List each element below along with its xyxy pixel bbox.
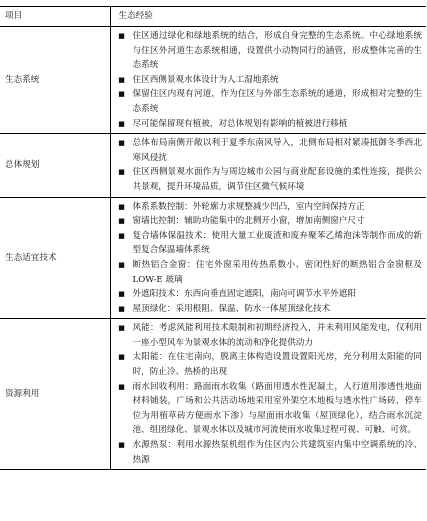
- square-bullet-icon: ■: [118, 304, 125, 313]
- list-item: [111, 214, 423, 229]
- item-text: 风能：考虑风能利用技术限制和初期经济投入，并未利用风能发电，仅利用一座小型风车为景观水体的流动和净化提供动力: [132, 323, 422, 348]
- square-bullet-icon: ■: [118, 353, 125, 362]
- list-item: [111, 136, 423, 165]
- item-text: 住区西侧景观水体设计为人工湿地系统: [132, 74, 279, 85]
- list-item: [111, 117, 423, 132]
- table-header-row: [0, 7, 426, 27]
- item-text: 外遮阳技术：东西向垂直固定遮阳，南向可调节水平外遮阳: [132, 289, 356, 300]
- item-text: 复合墙体保温技术：使用大量工业废渣和废弃聚苯乙烯泡沫等制作而成的新型复合保温墙体系统: [132, 230, 422, 256]
- square-bullet-icon: ■: [118, 217, 125, 226]
- item-text: 太阳能：在住宅南向，脱离主体构造设置设置阳光房，充分利用太阳能的同时，防止冷、热桥的出现: [132, 352, 422, 378]
- item-text: 总体布局南侧开敞以利于夏季东南风导入，北侧布局相对紧凑抵御冬季西北寒风侵扰: [132, 138, 422, 163]
- square-bullet-icon: ■: [118, 290, 125, 299]
- ecology-table: [0, 6, 426, 470]
- list-item: [111, 258, 423, 287]
- square-bullet-icon: ■: [118, 119, 125, 128]
- items-cell: [110, 134, 426, 197]
- square-bullet-icon: ■: [118, 441, 125, 450]
- item-text: 屋顶绿化：采用根阻、保温、防水一体屋顶绿化技术: [132, 303, 331, 314]
- square-bullet-icon: ■: [118, 382, 125, 391]
- list-item: [111, 350, 423, 379]
- item-text: 体系系数控制：外轮廓力求规整减少凹凸，室内空间保持方正: [132, 201, 365, 212]
- item-text: 尽可能保留现有植被，对总体规划有影响的植被进行移植: [132, 118, 348, 129]
- square-bullet-icon: ■: [118, 90, 125, 99]
- item-text: 水源热泵：利用水源热泵机组作为住区内公共建筑室内集中空调系统的冷、热源: [132, 440, 422, 465]
- square-bullet-icon: ■: [118, 260, 125, 269]
- square-bullet-icon: ■: [118, 202, 125, 211]
- square-bullet-icon: ■: [118, 168, 125, 177]
- list-item: [111, 87, 423, 116]
- item-text: 断热铝合金窗：住宅外窗采用传热系数小、密闭性好的断热铝合金窗框及 LOW-E 玻璃: [132, 259, 422, 285]
- list-item: [111, 200, 423, 215]
- square-bullet-icon: ■: [118, 75, 125, 84]
- category-cell: 总体规划: [0, 134, 110, 197]
- item-text: 雨水回收利用：路面雨水收集（路面用透水性泥凝土，人行道用渗透性地面材料铺装，广场和公共活动场地采用室外架空木地板与透水性广场砖，停车位为用植草砖方便雨水下渗）与屋面雨水收集（屋顶绿化），结合雨水沉淀池、组团绿化、景观水体以及城市河流使雨水收集过程可视、可触、可赏。: [132, 381, 422, 436]
- list-item: [111, 321, 423, 350]
- table-row: [0, 319, 426, 470]
- item-text: 住区西侧景观水面作为与周边城市公园与商业配套设施的柔性连接，提供公共景观，提升环境品质，调节住区微气候环境: [132, 167, 422, 192]
- items-cell: [110, 197, 426, 319]
- header-cell-experience: 生态经验: [110, 7, 426, 27]
- category-cell: 生态适宜技术: [0, 197, 110, 319]
- category-cell: 生态系统: [0, 27, 110, 134]
- list-item: [111, 29, 423, 73]
- square-bullet-icon: ■: [118, 139, 125, 148]
- items-cell: [110, 319, 426, 470]
- list-item: [111, 287, 423, 302]
- list-item: [111, 73, 423, 88]
- square-bullet-icon: ■: [118, 324, 125, 333]
- list-item: [111, 438, 423, 467]
- list-item: [111, 380, 423, 438]
- square-bullet-icon: ■: [118, 32, 125, 40]
- category-cell: 资源利用: [0, 319, 110, 470]
- list-item: [111, 302, 423, 317]
- table-row: [0, 134, 426, 197]
- table-row: [0, 27, 426, 134]
- item-text: 住区通过绿化和绿地系统的结合，形成自身完整的生态系统。中心绿地系统与住区外河道生态系统相通，设置供小动物同行的涵管，形成整体完善的生态系统: [132, 31, 422, 71]
- header-cell-project: 项目: [0, 7, 110, 27]
- list-item: [111, 229, 423, 258]
- item-text: 保留住区内现有河道，作为住区与外部生态系统的通道，形成相对完整的生态系统: [132, 89, 422, 114]
- list-item: [111, 165, 423, 194]
- items-cell: [110, 27, 426, 134]
- square-bullet-icon: ■: [118, 231, 125, 240]
- table-row: [0, 197, 426, 319]
- item-text: 窗墙比控制：辅助功能集中的北侧开小窗，增加南侧窗户尺寸: [132, 216, 365, 227]
- table-body: [0, 27, 426, 470]
